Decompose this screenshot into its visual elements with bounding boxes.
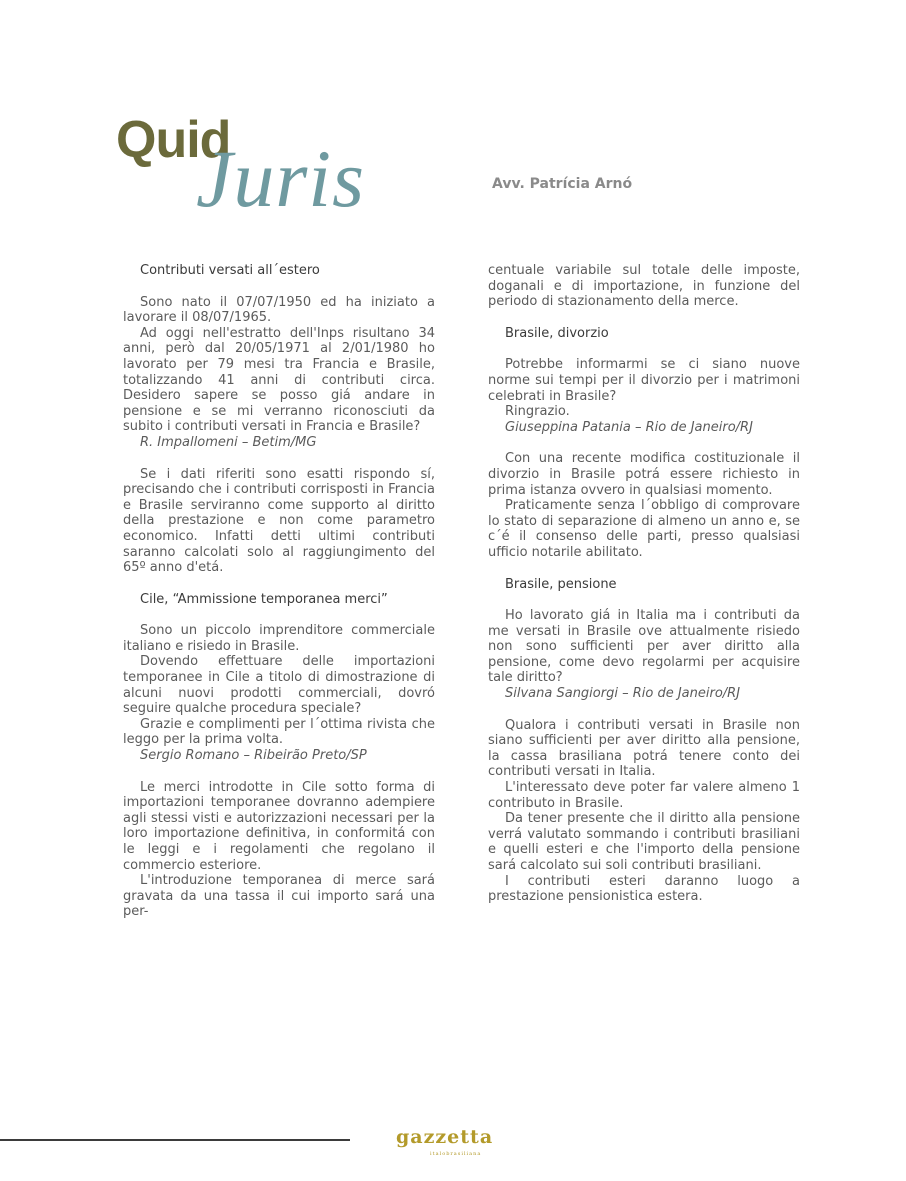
spacer: [488, 435, 800, 451]
spacer: [488, 702, 800, 718]
spacer: [488, 561, 800, 577]
question-paragraph: Dovendo effettuare delle importazioni temporanee in Cile a titolo di dimostrazione di alcuni nuovi prodotti commerciali, dovró seguire qualche procedura speciale?: [123, 654, 435, 717]
author-byline: Avv. Patrícia Arnó: [492, 176, 633, 192]
title-quid: Quid: [116, 111, 231, 169]
answer-paragraph: Qualora i contributi versati in Brasile non siano sufficienti per aver diritto alla pensione, la cassa brasiliana potrá tenere conto dei contributi versati in Italia.: [488, 717, 800, 780]
reader-signature: Sergio Romano – Ribeirão Preto/SP: [140, 748, 367, 764]
title-juris: Juris: [196, 133, 365, 224]
answer-paragraph: L'introduzione temporanea di merce sará gravata da una tassa il cui importo sará una per-: [123, 873, 435, 920]
section-heading: Brasile, pensione: [505, 576, 617, 592]
question-paragraph: Ho lavorato giá in Italia ma i contributi da me versati in Brasile ove attualmente risiedo non sono sufficienti per aver diritto alla pensione, come devo regolarmi per acquisire tale diritto?: [488, 608, 800, 686]
reader-signature: Giuseppina Patania – Rio de Janeiro/RJ: [505, 419, 753, 435]
footer-rule: [0, 1139, 350, 1141]
gazzetta-logo-subtitle: italobrasiliana: [430, 1151, 482, 1157]
section-heading: Cile, “Ammissione temporanea merci”: [140, 591, 388, 607]
answer-paragraph: Con una recente modifica costituzionale il divorzio in Brasile potrá essere richiesto in prima istanza ovvero in qualsiasi momento.: [488, 451, 800, 498]
spacer: [123, 451, 435, 467]
reader-signature: Silvana Sangiorgi – Rio de Janeiro/RJ: [505, 686, 741, 702]
section-heading: Contributi versati all´estero: [140, 263, 320, 278]
question-paragraph: Grazie e complimenti per l´ottima rivista che leggo per la prima volta.: [123, 716, 435, 748]
question-paragraph: Sono un piccolo imprenditore commerciale italiano e risiedo in Brasile.: [123, 623, 435, 654]
spacer: [488, 310, 800, 326]
answer-paragraph-continued: centuale variabile sul totale delle imposte, doganali e di importazione, in funzione del periodo di stazionamento della merce.: [488, 263, 800, 310]
answer-paragraph: Praticamente senza l´obbligo di comprovare lo stato di separazione di almeno un anno e, se c´é il consenso delle parti, presso qualsiasi ufficio notarile abilitato.: [488, 498, 800, 560]
answer-paragraph: Le merci introdotte in Cile sotto forma di importazioni temporanee dovranno adempiere agli stessi visti e autorizzazioni necessari per la loro importazione definitiva, in conformitá con le leggi e i regolamenti che regolano il commercio esteriore.: [123, 779, 435, 873]
answer-paragraph: Da tener presente che il diritto alla pensione verrá valutato sommando i contributi brasiliani e quelli esteri e che l'importo della pensione sará calcolato sui soli contributi brasiliani.: [488, 811, 800, 873]
question-paragraph: Sono nato il 07/07/1950 ed ha iniziato a lavorare il 08/07/1965.: [123, 294, 435, 326]
reader-signature: R. Impallomeni – Betim/MG: [140, 434, 317, 450]
question-paragraph: Ad oggi nell'estratto dell'Inps risultano 34 anni, però dal 20/05/1971 al 2/01/1980 ho lavorato per 79 mesi tra Francia e Brasile, totalizzando 41 anni di contributi circa. Desidero sapere se posso giá andare in pensione e se mi verranno riconosciuti da subito i contributi versati in Francia e Brasile?: [123, 325, 435, 435]
question-paragraph: Ringrazio.: [505, 404, 570, 420]
answer-paragraph: L'interessato deve poter far valere almeno 1 contributo in Brasile.: [488, 780, 800, 811]
question-paragraph: Potrebbe informarmi se ci siano nuove norme sui tempi per il divorzio per i matrimoni celebrati in Brasile?: [488, 357, 800, 404]
article-column-left: [123, 263, 435, 920]
article-column-right: [488, 263, 800, 905]
answer-paragraph: Se i dati riferiti sono esatti rispondo sí, precisando che i contributi corrisposti in Francia e Brasile serviranno come supporto al diritto della prestazione e non come parametro economico. Infatti detti ultimi contributi saranno calcolati solo al raggiungimento del 65º anno d'etá.: [123, 466, 435, 576]
spacer: [123, 764, 435, 780]
spacer: [123, 576, 435, 592]
masthead: [0, 0, 906, 240]
section-heading: Brasile, divorzio: [505, 325, 609, 341]
answer-paragraph: I contributi esteri daranno luogo a prestazione pensionistica estera.: [488, 873, 800, 905]
gazzetta-logo: gazzetta: [396, 1126, 494, 1148]
